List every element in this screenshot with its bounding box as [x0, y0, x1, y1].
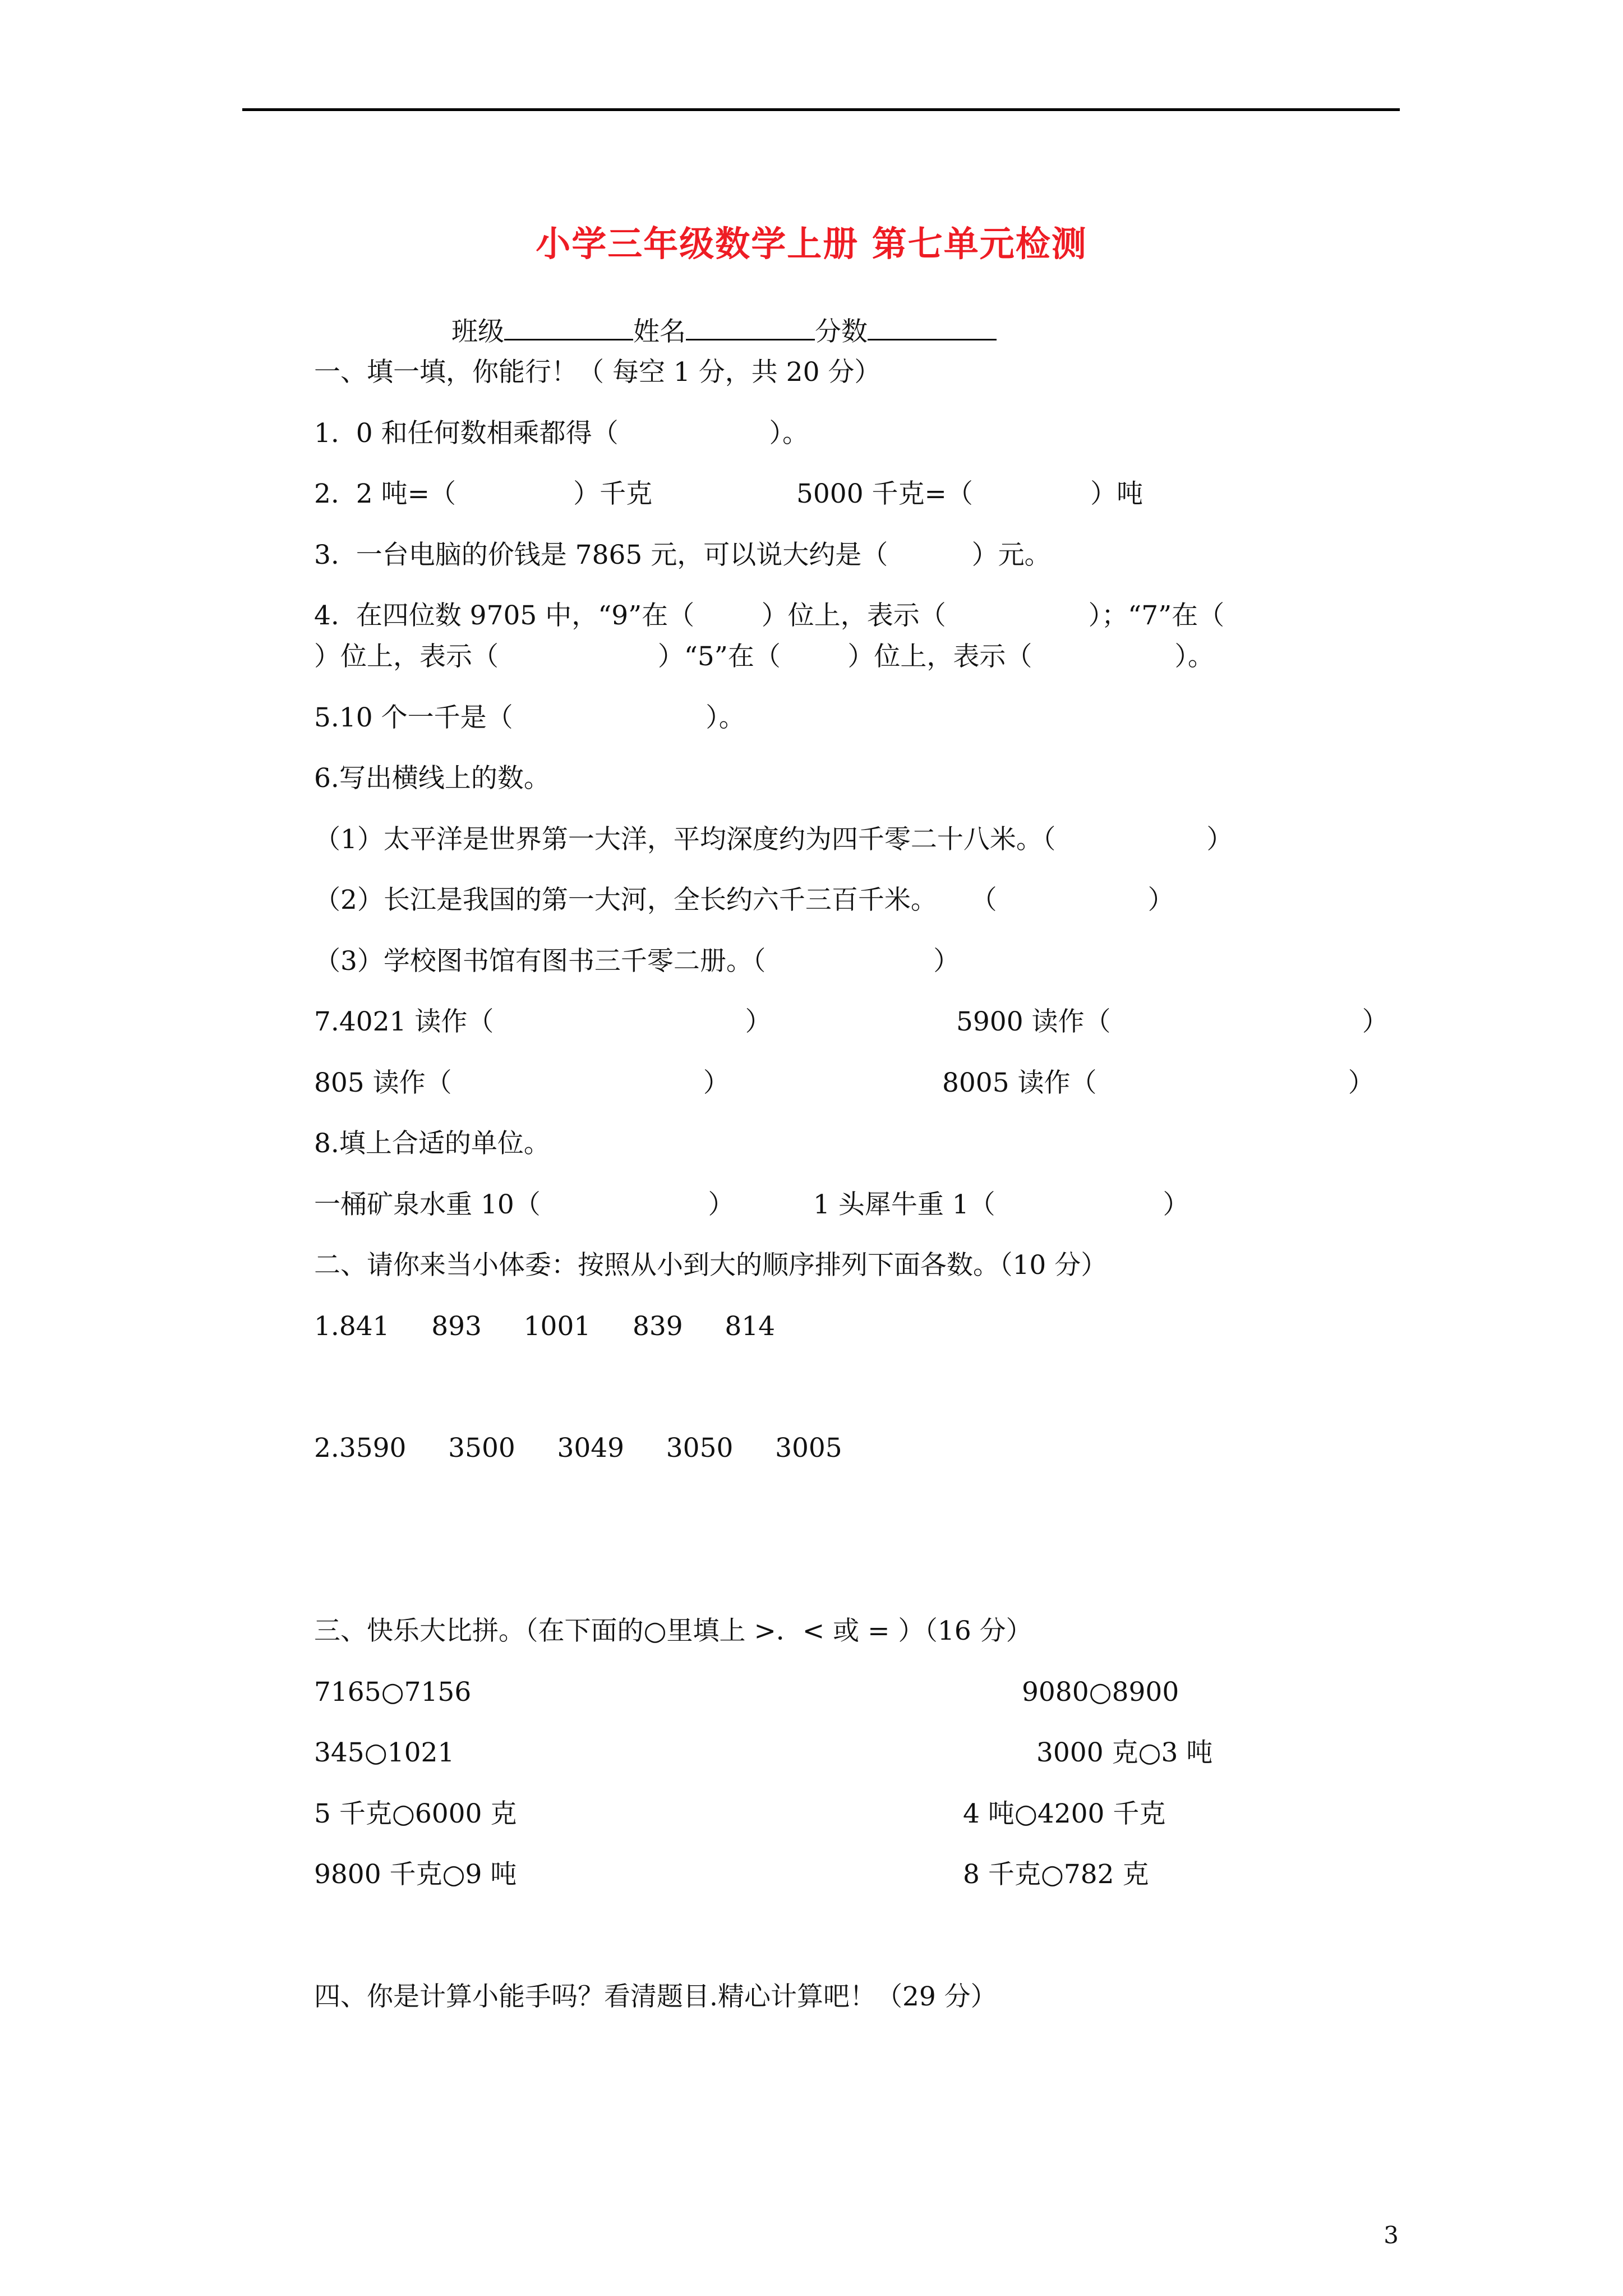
student-info-row — [451, 314, 997, 348]
question-1-4-line2: ）位上，表示（ ）“5”在（ ）位上，表示（ ）。 — [314, 641, 1214, 672]
compare-5: 5 千克○6000 克 — [314, 1798, 517, 1829]
compare-6: 4 吨○4200 千克 — [963, 1798, 1166, 1829]
header-rule — [242, 108, 1400, 111]
page-title: 小学三年级数学上册 第七单元检测 — [536, 223, 1087, 264]
question-1-7a: 7.4021 读作（ ） — [314, 1006, 772, 1037]
question-1-3: 3. 一台电脑的价钱是 7865 元，可以说大约是（ ）元。 — [314, 540, 1051, 570]
section3-heading: 三、快乐大比拼。（在下面的○里填上 >．< 或 = ）（16 分） — [314, 1616, 1032, 1646]
class-field[interactable] — [504, 314, 633, 341]
question-1-4-line1: 4. 在四位数 9705 中，“9”在（ ）位上，表示（ ）；“7”在（ — [314, 600, 1225, 631]
compare-8: 8 千克○782 克 — [963, 1859, 1149, 1890]
question-1-8a: 一桶矿泉水重 10（ ） — [314, 1189, 735, 1220]
question-1-2a: 2. 2 吨=（ ）千克 — [314, 478, 653, 509]
compare-3: 345○1021 — [314, 1737, 455, 1768]
compare-1: 7165○7156 — [314, 1677, 472, 1708]
section4-heading: 四、你是计算小能手吗？看清题目.精心计算吧！（29 分） — [314, 1981, 997, 2012]
class-label: 班级 — [451, 316, 504, 347]
question-1-2b: 5000 千克=（ ）吨 — [796, 478, 1144, 509]
compare-4: 3000 克○3 吨 — [1036, 1737, 1213, 1768]
section1-heading: 一、填一填，你能行！（ 每空 1 分，共 20 分） — [314, 357, 881, 388]
name-field[interactable] — [686, 314, 815, 341]
question-1-7c: 805 读作（ ） — [314, 1068, 730, 1098]
compare-7: 9800 千克○9 吨 — [314, 1859, 517, 1890]
question-1-6-1: （1）太平洋是世界第一大洋，平均深度约为四千零二十八米。（ ） — [314, 824, 1233, 855]
question-2-1: 1.841 893 1001 839 814 — [314, 1311, 776, 1342]
compare-2: 9080○8900 — [1022, 1677, 1179, 1708]
page-number: 3 — [1384, 2221, 1399, 2249]
question-1-8b: 1 头犀牛重 1（ ） — [813, 1189, 1189, 1220]
question-2-2: 2.3590 3500 3049 3050 3005 — [314, 1433, 842, 1464]
name-label: 姓名 — [633, 316, 686, 347]
question-1-1: 1. 0 和任何数相乘都得（ ）。 — [314, 418, 809, 449]
section2-heading: 二、请你来当小体委：按照从小到大的顺序排列下面各数。（10 分） — [314, 1250, 1108, 1281]
question-1-6-2: （2）长江是我国的第一大河，全长约六千三百千米。 （ ） — [314, 885, 1174, 915]
question-1-5: 5.10 个一千是（ ）。 — [314, 702, 745, 733]
score-label: 分数 — [815, 316, 868, 347]
question-1-8: 8.填上合适的单位。 — [314, 1128, 550, 1159]
question-1-7b: 5900 读作（ ） — [956, 1006, 1389, 1037]
question-1-6: 6.写出横线上的数。 — [314, 763, 550, 794]
question-1-7d: 8005 读作（ ） — [942, 1068, 1375, 1098]
question-1-6-3: （3）学校图书馆有图书三千零二册。（ ） — [314, 946, 960, 977]
score-field[interactable] — [868, 314, 997, 341]
